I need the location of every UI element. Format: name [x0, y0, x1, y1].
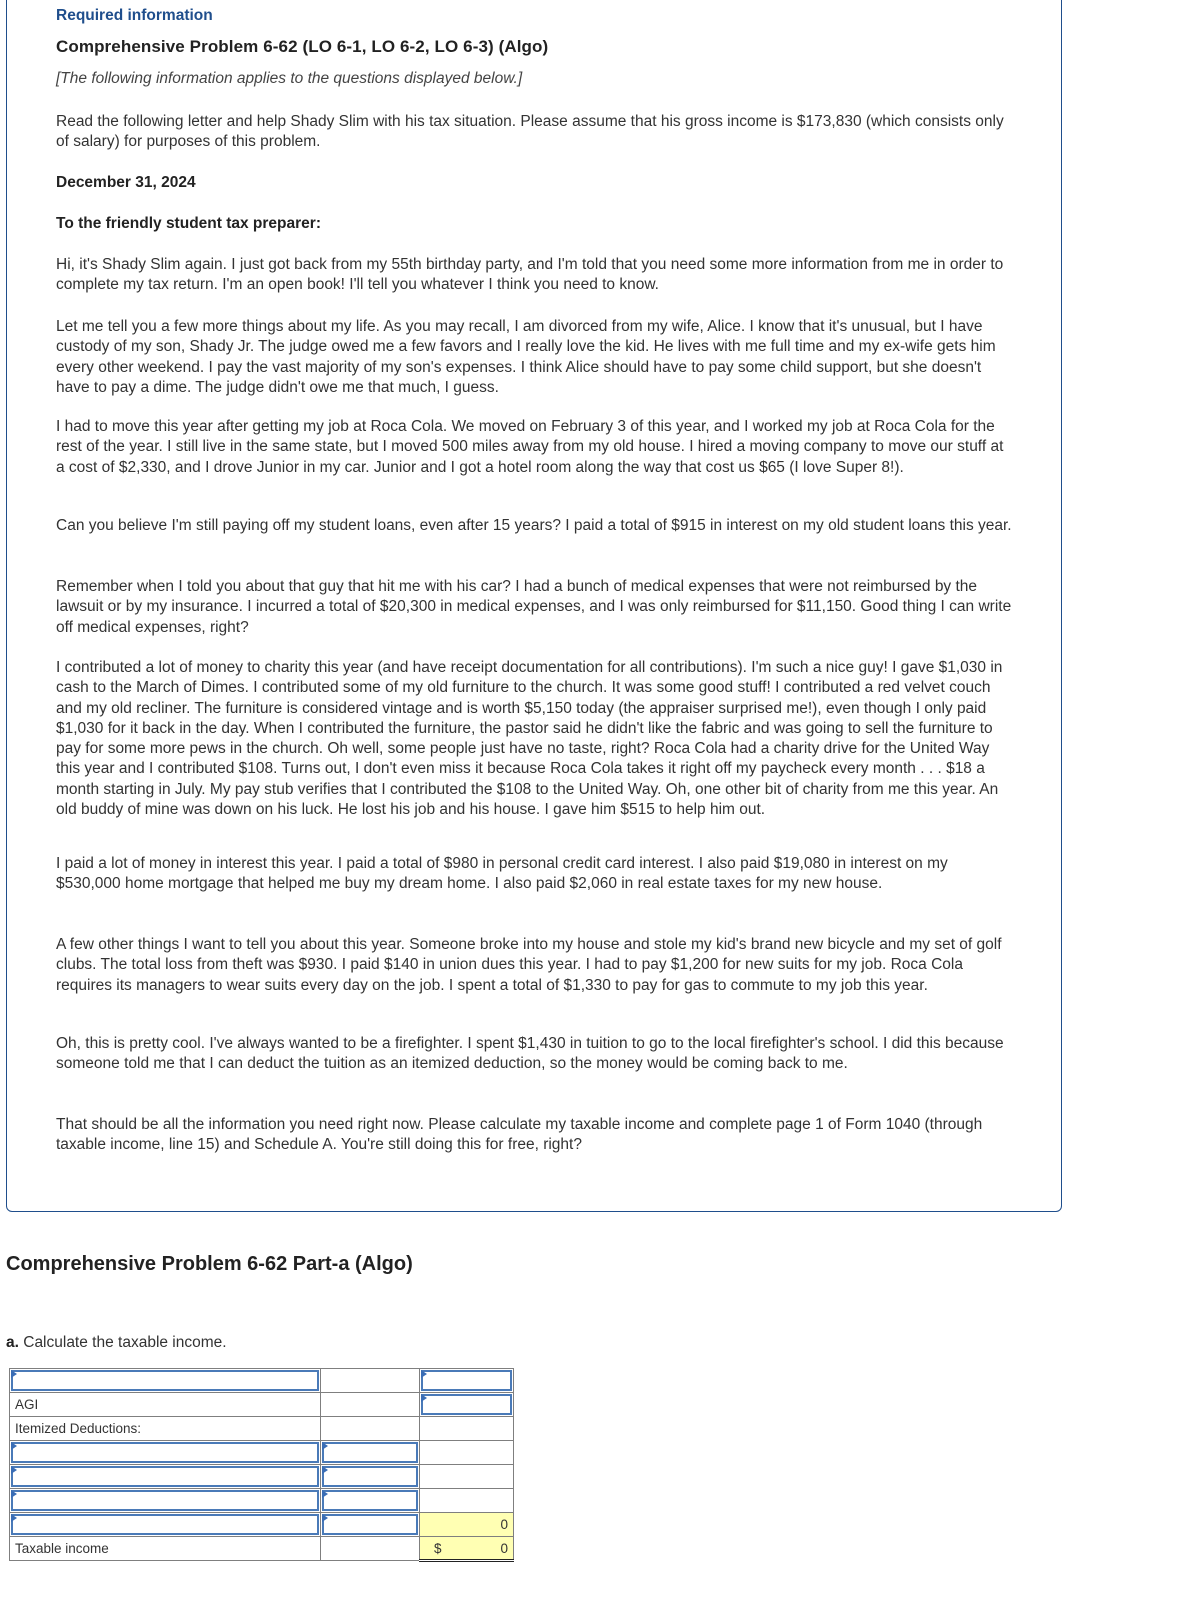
empty-cell	[420, 1417, 514, 1441]
empty-cell	[321, 1393, 420, 1417]
row-label-input[interactable]	[10, 1369, 321, 1393]
agi-input[interactable]	[421, 1394, 512, 1415]
table-row	[10, 1369, 514, 1393]
intro-paragraph: Read the following letter and help Shady Slim with his tax situation. Please assume that his gross income is $173,830 (which consists only of salary) for purposes of this problem.	[56, 113, 1004, 151]
letter-paragraph: I had to move this year after getting my job at Roca Cola. We moved on February 3 of this year, and I worked my job at Roca Cola for the rest of the year. I still live in the same state, but I moved 500 miles away from my old house. I hired a moving company to move our stuff at a cost of $2,330, and I drove Junior in my car. Junior and I got a hotel room along the way that cost us $65 (I love Super 8!).	[56, 418, 1004, 476]
deduction-label-cell[interactable]	[10, 1441, 321, 1465]
table-row	[10, 1393, 514, 1417]
dropdown-input[interactable]	[11, 1370, 319, 1391]
deduction-amount-cell[interactable]	[321, 1513, 420, 1537]
letter-paragraph: Let me tell you a few more things about my life. As you may recall, I am divorced from my wife, Alice. I know that it's unusual, but I have custody of my son, Shady Jr. The judge owed me a few favors and I really love the kid. He lives with me full time and my ex-wife gets him every other weekend. I pay the vast majority of my son's expenses. I think Alice should have to pay some child support, but she doesn't have to pay a dime. The judge didn't owe me that much, I guess.	[56, 318, 996, 396]
letter-date: December 31, 2024	[56, 174, 196, 191]
letter-paragraph: Can you believe I'm still paying off my student loans, even after 15 years? I paid a total of $915 in interest on my old student loans this year.	[56, 517, 1012, 534]
table-row	[10, 1465, 514, 1489]
deduction-label-cell[interactable]	[10, 1489, 321, 1513]
currency-symbol: $	[434, 1541, 442, 1556]
total-deductions-value: 0	[500, 1517, 508, 1532]
table-row	[10, 1489, 514, 1513]
problem-title: Comprehensive Problem 6-62 (LO 6-1, LO 6-2, LO 6-3) (Algo)	[56, 37, 549, 56]
letter-paragraph: I contributed a lot of money to charity this year (and have receipt documentation for all contributions). I'm such a nice guy! I gave $1,030 in cash to the March of Dimes. I contributed some of my old furniture to the church. It was some good stuff! I contributed a red velvet couch and my old recliner. The furniture is considered vintage and is worth $5,150 today (the appraiser surprised me!), even though I only paid $1,030 for it back in the day. When I contributed the furniture, the pastor said he didn't like the fabric and was going to sell the furniture to pay for some more pews in the church. Oh well, some people just have no taste, right? Roca Cola had a charity drive for the United Way this year and I contributed $108. Turns out, I don't even miss it because Roca Cola takes it right off my paycheck every month . . . $18 a month starting in July. My pay stub verifies that I contributed the $108 to the United Way. Oh, one other bit of charity from me this year. An old buddy of mine was down on his luck. He lost his job and his house. I gave him $515 to help him out.	[56, 659, 1003, 819]
deduction-amount-input[interactable]	[322, 1466, 418, 1487]
taxable-income-table	[9, 1368, 514, 1562]
question-text: Calculate the taxable income.	[18, 1334, 227, 1351]
table-row	[10, 1537, 514, 1561]
taxable-income-cell	[420, 1537, 514, 1561]
row-label: Taxable income	[10, 1537, 321, 1561]
taxable-income-value: 0	[500, 1541, 508, 1556]
required-info-label: Required information	[56, 7, 213, 24]
letter-paragraph: A few other things I want to tell you about this year. Someone broke into my house and stole my kid's brand new bicycle and my set of golf clubs. The total loss from theft was $930. I paid $140 in union dues this year. I had to pay $1,200 for new suits for my job. Roca Cola requires its managers to wear suits every day on the job. I spent a total of $1,330 to pay for gas to commute to my job this year.	[56, 936, 1002, 994]
required-info-panel	[6, 0, 1062, 1212]
letter-paragraph: I paid a lot of money in interest this year. I paid a total of $980 in personal credit card interest. I also paid $19,080 in interest on my $530,000 home mortgage that helped me buy my dream home. I also paid $2,060 in real estate taxes for my new house.	[56, 855, 948, 893]
total-deductions-cell	[420, 1513, 514, 1537]
part-title: Comprehensive Problem 6-62 Part-a (Algo)	[6, 1253, 413, 1275]
deduction-label-input[interactable]	[11, 1490, 319, 1511]
empty-cell	[420, 1465, 514, 1489]
deduction-amount-input[interactable]	[322, 1514, 418, 1535]
letter-salutation: To the friendly student tax preparer:	[56, 215, 321, 232]
amount-input-cell[interactable]	[420, 1369, 514, 1393]
row-label: AGI	[10, 1393, 321, 1417]
amount-input[interactable]	[421, 1370, 512, 1391]
letter-paragraph: That should be all the information you need right now. Please calculate my taxable income and complete page 1 of Form 1040 (through taxable income, line 15) and Schedule A. You're still doing this for free, right?	[56, 1116, 983, 1154]
empty-cell	[321, 1537, 420, 1561]
empty-cell	[321, 1369, 420, 1393]
deduction-label-cell[interactable]	[10, 1513, 321, 1537]
letter-paragraph: Hi, it's Shady Slim again. I just got back from my 55th birthday party, and I'm told that you need some more information from me in order to complete my tax return. I'm an open book! I'll tell you whatever I think you need to know.	[56, 256, 1004, 294]
letter-paragraph: Remember when I told you about that guy that hit me with his car? I had a bunch of medical expenses that were not reimbursed by the lawsuit or by my insurance. I incurred a total of $20,300 in medical expenses, and I was only reimbursed for $11,150. Good thing I can write off medical expenses, right?	[56, 578, 1012, 636]
deduction-label-input[interactable]	[11, 1514, 319, 1535]
applies-note: [The following information applies to the questions displayed below.]	[56, 70, 523, 87]
row-label: Itemized Deductions:	[10, 1417, 321, 1441]
deduction-label-input[interactable]	[11, 1466, 319, 1487]
deduction-amount-input[interactable]	[322, 1490, 418, 1511]
letter-paragraph: Oh, this is pretty cool. I've always wanted to be a firefighter. I spent $1,430 in tuition to go to the local firefighter's school. I did this because someone told me that I can deduct the tuition as an itemized deduction, so the money would be coming back to me.	[56, 1035, 1004, 1073]
question-prompt	[6, 1334, 227, 1352]
deduction-amount-cell[interactable]	[321, 1489, 420, 1513]
deduction-amount-input[interactable]	[322, 1442, 418, 1463]
deduction-label-cell[interactable]	[10, 1465, 321, 1489]
empty-cell	[420, 1441, 514, 1465]
table-row	[10, 1513, 514, 1537]
deduction-label-input[interactable]	[11, 1442, 319, 1463]
empty-cell	[420, 1489, 514, 1513]
deduction-amount-cell[interactable]	[321, 1441, 420, 1465]
table-row	[10, 1417, 514, 1441]
empty-cell	[321, 1417, 420, 1441]
question-letter: a.	[6, 1334, 19, 1351]
table-row	[10, 1441, 514, 1465]
deduction-amount-cell[interactable]	[321, 1465, 420, 1489]
agi-input-cell[interactable]	[420, 1393, 514, 1417]
